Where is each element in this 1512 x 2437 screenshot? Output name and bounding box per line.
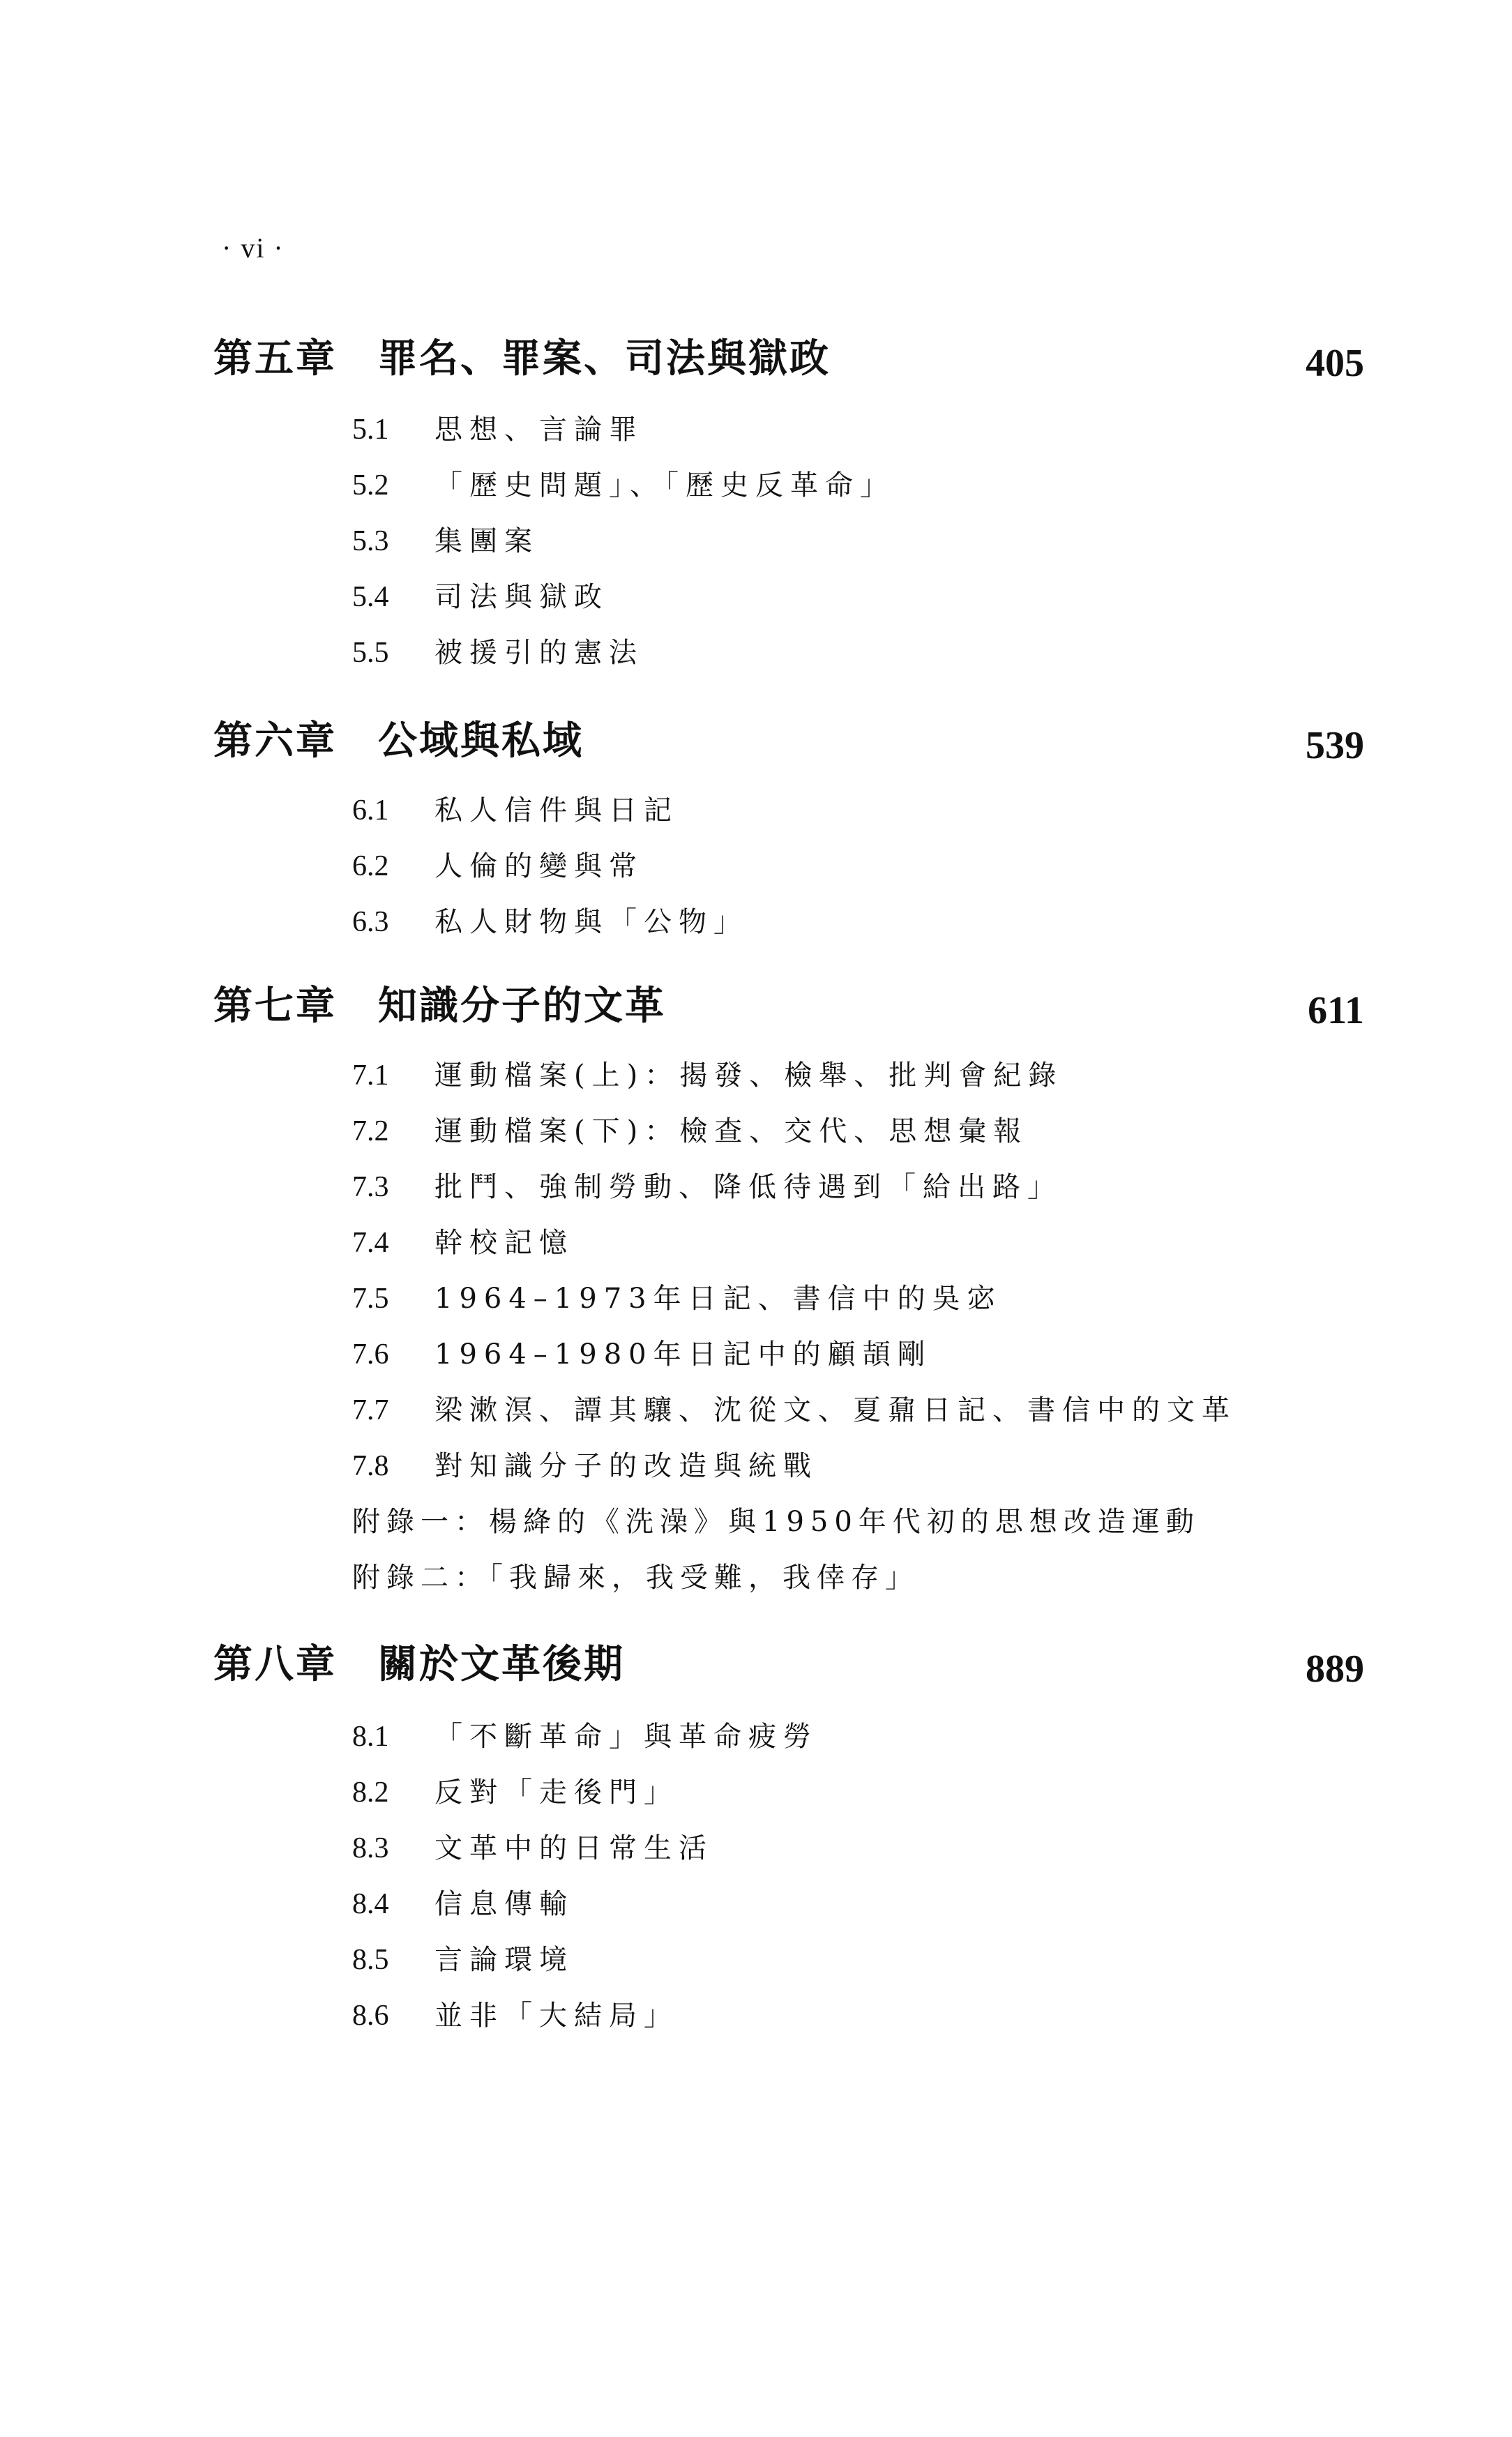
section-entry[interactable] bbox=[352, 1772, 679, 1813]
section-title: 文革中的日常生活 bbox=[434, 1832, 713, 1864]
appendix-entry[interactable]: 附錄一：楊絳的《洗澡》與1950年代初的思想改造運動 bbox=[352, 1506, 1200, 1538]
page-number-marker: · vi · bbox=[222, 232, 285, 264]
section-number: 7.6 bbox=[352, 1338, 389, 1371]
section-entry[interactable] bbox=[352, 520, 539, 562]
section-entry[interactable] bbox=[352, 1939, 574, 1981]
section-title: 幹校記憶 bbox=[434, 1227, 574, 1259]
section-entry[interactable] bbox=[352, 1222, 574, 1264]
chapter-heading-7[interactable] bbox=[213, 975, 1364, 1038]
chapter-page-number: 539 bbox=[1306, 724, 1364, 767]
section-title: 司法與獄政 bbox=[434, 581, 609, 613]
section-title: 信息傳輸 bbox=[434, 1888, 574, 1920]
chapter-title: 第七章 知識分子的文革 bbox=[213, 983, 666, 1029]
section-number: 5.3 bbox=[352, 525, 389, 557]
section-title: 1964–1973年日記、書信中的吳宓 bbox=[434, 1283, 1002, 1315]
chapter-heading-5[interactable] bbox=[213, 328, 1364, 391]
chapter-heading-6[interactable] bbox=[213, 710, 1364, 773]
section-entry[interactable] bbox=[352, 1995, 679, 2037]
section-entry[interactable] bbox=[352, 1716, 818, 1758]
section-number: 5.1 bbox=[352, 414, 389, 446]
section-entry[interactable] bbox=[352, 1883, 574, 1925]
section-title: 集團案 bbox=[434, 525, 539, 557]
section-title: 梁漱溟、譚其驤、沈從文、夏鼐日記、書信中的文革 bbox=[434, 1394, 1237, 1426]
section-number: 6.1 bbox=[352, 794, 389, 827]
section-number: 7.7 bbox=[352, 1394, 389, 1426]
section-entry[interactable] bbox=[352, 632, 644, 674]
section-number: 8.3 bbox=[352, 1832, 389, 1864]
section-number: 5.4 bbox=[352, 581, 389, 613]
section-number: 8.4 bbox=[352, 1888, 389, 1920]
section-number: 8.6 bbox=[352, 2000, 389, 2032]
section-title: 人倫的變與常 bbox=[434, 850, 644, 882]
section-entry[interactable] bbox=[352, 1166, 1062, 1208]
section-title: 「不斷革命」與革命疲勞 bbox=[434, 1721, 818, 1753]
section-title: 思想、言論罪 bbox=[434, 414, 644, 446]
section-entry[interactable] bbox=[352, 576, 609, 618]
section-entry[interactable] bbox=[352, 409, 644, 451]
appendix-entry[interactable]: 附錄二：「我歸來，我受難，我倖存」 bbox=[352, 1562, 919, 1594]
section-number: 8.5 bbox=[352, 1944, 389, 1976]
section-entry[interactable] bbox=[352, 1110, 1028, 1152]
chapter-page-number: 889 bbox=[1306, 1647, 1364, 1691]
section-number: 5.5 bbox=[352, 637, 389, 669]
section-number: 7.3 bbox=[352, 1171, 389, 1203]
section-entry[interactable] bbox=[352, 1278, 1002, 1320]
section-title: 「歷史問題」、「歷史反革命」 bbox=[434, 469, 895, 501]
section-number: 6.2 bbox=[352, 850, 389, 882]
section-title: 言論環境 bbox=[434, 1944, 574, 1976]
section-number: 7.4 bbox=[352, 1227, 389, 1259]
section-number: 8.2 bbox=[352, 1776, 389, 1809]
section-number: 7.5 bbox=[352, 1283, 389, 1315]
section-entry[interactable] bbox=[352, 465, 895, 506]
section-title: 私人信件與日記 bbox=[434, 794, 679, 827]
chapter-title: 第八章 關於文革後期 bbox=[213, 1642, 625, 1687]
section-number: 6.3 bbox=[352, 906, 389, 938]
section-entry[interactable] bbox=[352, 845, 644, 887]
chapter-page-number: 611 bbox=[1308, 989, 1364, 1032]
section-title: 批鬥、強制勞動、降低待遇到「給出路」 bbox=[434, 1171, 1062, 1203]
section-title: 私人財物與「公物」 bbox=[434, 906, 748, 938]
section-entry[interactable] bbox=[352, 1827, 713, 1869]
chapter-page-number: 405 bbox=[1306, 342, 1364, 385]
section-entry[interactable] bbox=[352, 790, 679, 831]
section-entry[interactable] bbox=[352, 1445, 818, 1487]
section-title: 並非「大結局」 bbox=[434, 2000, 679, 2032]
section-title: 運動檔案(上)：揭發、檢舉、批判會紀錄 bbox=[434, 1059, 1064, 1092]
section-number: 7.1 bbox=[352, 1059, 389, 1092]
section-entry[interactable] bbox=[352, 1055, 1063, 1096]
section-title: 運動檔案(下)：檢查、交代、思想彙報 bbox=[434, 1115, 1029, 1147]
section-number: 5.2 bbox=[352, 469, 389, 501]
section-entry[interactable] bbox=[352, 901, 748, 943]
section-number: 7.8 bbox=[352, 1450, 389, 1482]
section-number: 8.1 bbox=[352, 1721, 389, 1753]
section-title: 被援引的憲法 bbox=[434, 637, 644, 669]
chapter-title: 第六章 公域與私域 bbox=[213, 718, 584, 764]
chapter-title: 第五章 罪名、罪案、司法與獄政 bbox=[213, 336, 831, 382]
section-title: 1964–1980年日記中的顧頡剛 bbox=[434, 1338, 932, 1371]
section-number: 7.2 bbox=[352, 1115, 389, 1147]
section-title: 對知識分子的改造與統戰 bbox=[434, 1450, 818, 1482]
section-entry[interactable] bbox=[352, 1389, 1237, 1431]
chapter-heading-8[interactable] bbox=[213, 1634, 1364, 1696]
section-entry[interactable] bbox=[352, 1334, 932, 1375]
section-title: 反對「走後門」 bbox=[434, 1776, 679, 1809]
